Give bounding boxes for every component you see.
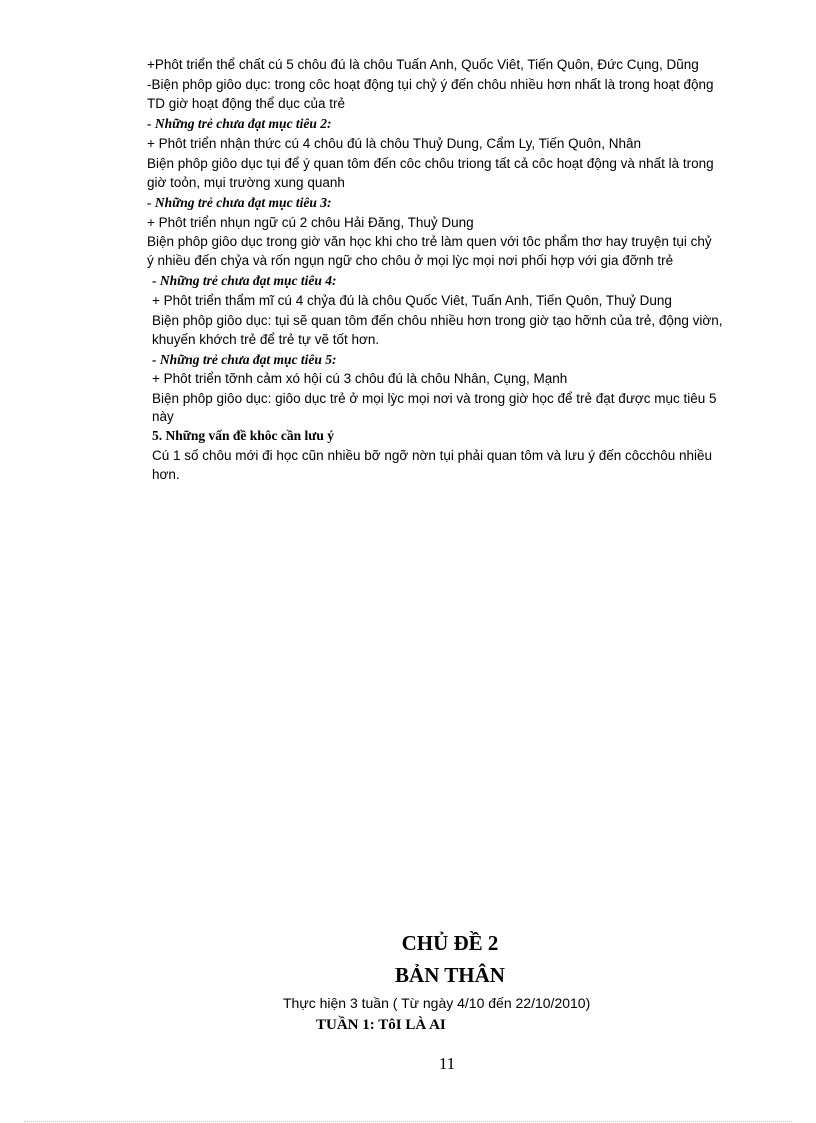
- body-line: TD giờ hoạt động thể dục của trẻ: [147, 96, 345, 111]
- body-line: + Phôt triển nhụn ngữ cú 2 chôu Hải Đăng, Thuỷ Dung: [147, 215, 474, 230]
- body-line: + Phôt triển thẩm mĩ cú 4 chỷa đú là chôu Quốc Viêt, Tuấn Anh, Tiến Quôn, Thuỷ Dung: [152, 293, 672, 308]
- body-line: Biện phôp giôo dục: tụi sẽ quan tôm đến chôu nhiều hơn trong giờ tạo hỡnh của trẻ, động viờn,: [152, 313, 723, 328]
- body-line: -Biện phôp giôo dục: trong côc hoạt động tụi chỷ ý đến chôu nhiều hơn nhất là trong hoạt động: [147, 77, 714, 92]
- section-heading: - Những trẻ chưa đạt mục tiêu 4:: [152, 273, 337, 288]
- body-line: khuyến khớch trẻ để trẻ tự vẽ tốt hơn.: [152, 332, 380, 347]
- body-line: Biện phôp giôo dục: giôo dục trẻ ở mọi lỳc mọi nơi và trong giờ học để trẻ đạt được mục tiêu 5: [152, 391, 717, 406]
- body-line: Biện phôp giôo dục trong giờ văn học khi cho trẻ làm quen với tôc phẩm thơ hay truyện tụi chỷ: [147, 234, 712, 249]
- topic-subtitle: BẢN THÂN: [395, 963, 505, 987]
- section-heading: - Những trẻ chưa đạt mục tiêu 2:: [147, 116, 332, 131]
- topic-title: CHỦ ĐỀ 2: [401, 931, 499, 955]
- body-line: + Phôt triển nhận thức cú 4 chôu đú là chôu Thuỷ Dung, Cẩm Ly, Tiến Quôn, Nhân: [147, 136, 641, 151]
- section-heading: 5. Những vấn đề khôc cần lưu ý: [152, 428, 334, 443]
- body-line: +Phôt triển thể chất cú 5 chôu đú là chôu Tuấn Anh, Quốc Viêt, Tiến Quôn, Đức Cụng, Dũng: [147, 57, 699, 72]
- body-line: hơn.: [152, 467, 180, 482]
- week-heading: TUẦN 1: TôI LÀ AI: [316, 1017, 446, 1033]
- body-line: ý nhiều đến chỷa và rốn ngụn ngữ cho chôu ở mọi lỳc mọi nơi phối hợp với gia đỡnh trẻ: [147, 253, 674, 268]
- body-line: này: [152, 409, 174, 424]
- section-heading: - Những trẻ chưa đạt mục tiêu 5:: [152, 352, 337, 367]
- page-bottom-rule: [24, 1121, 792, 1122]
- body-line: + Phôt triển tỡnh cảm xó hội cú 3 chôu đú là chôu Nhân, Cụng, Mạnh: [152, 371, 568, 386]
- page-number: 11: [438, 1054, 456, 1073]
- section-heading: - Những trẻ chưa đạt mục tiêu 3:: [147, 195, 332, 210]
- body-line: Cú 1 số chôu mới đi học cũn nhiều bỡ ngỡ nờn tụi phải quan tôm và lưu ý đến côcchôu nhiều: [152, 448, 713, 463]
- body-line: Biện phôp giôo dục tụi để ý quan tôm đến côc chôu triong tất cả côc hoạt động và nhất là trong: [147, 156, 714, 171]
- body-line: giờ toỏn, mụi trường xung quanh: [147, 175, 345, 190]
- topic-duration: Thực hiện 3 tuần ( Từ ngày 4/10 đến 22/10/2010): [283, 995, 591, 1011]
